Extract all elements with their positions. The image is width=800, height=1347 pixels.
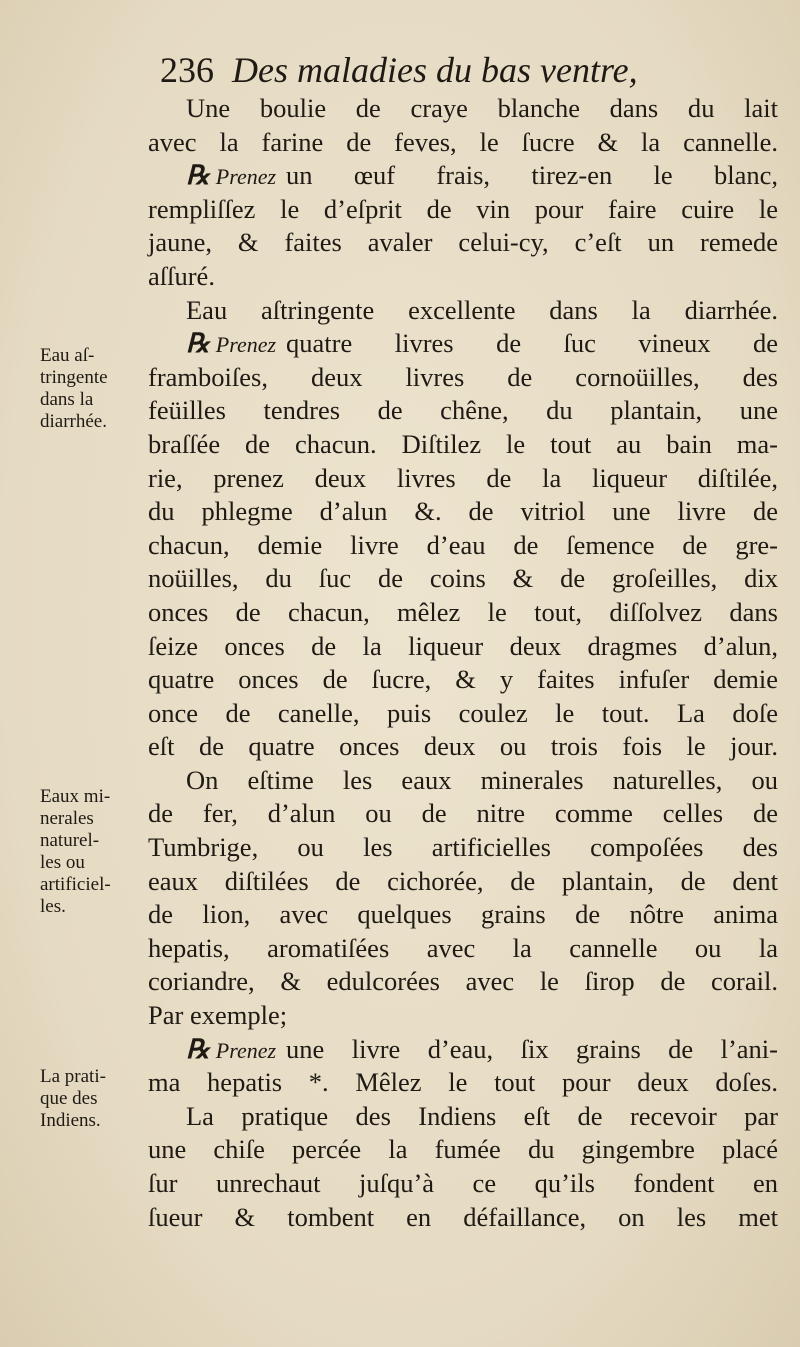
prenez-label: Prenez bbox=[215, 164, 277, 190]
margin-note-line: diarrhée. bbox=[40, 411, 107, 432]
text-line-content: Par exemple; bbox=[148, 1000, 288, 1031]
text-line-content: jaune, & faites avaler celui-cy, c’eſt un remede bbox=[148, 227, 778, 258]
recipe-symbol: ℞ bbox=[186, 160, 210, 191]
running-title: Des maladies du bas ventre, bbox=[232, 50, 638, 90]
recipe-symbol: ℞ bbox=[186, 328, 210, 359]
recipe-symbol: ℞ bbox=[186, 1033, 210, 1064]
body-text bbox=[148, 92, 778, 1234]
text-line-content: un œuf frais, tirez-en le blanc, bbox=[286, 160, 778, 191]
text-line bbox=[148, 596, 778, 630]
margin-note-indiens bbox=[40, 1066, 146, 1132]
margin-note-line: les ou bbox=[40, 852, 85, 873]
text-line-content: ma hepatis *. Mêlez le tout pour deux doſes. bbox=[148, 1067, 778, 1098]
text-line bbox=[148, 361, 778, 395]
text-line-content: Eau aſtringente excellente dans la diarrhée. bbox=[186, 294, 778, 325]
margin-note-line: dans la bbox=[40, 389, 94, 410]
text-line bbox=[148, 865, 778, 899]
margin-note-line: La prati- bbox=[40, 1066, 106, 1087]
text-line-content: rie, prenez deux livres de la liqueur diſtilée, bbox=[148, 462, 778, 493]
text-line bbox=[148, 92, 778, 126]
text-line bbox=[148, 663, 778, 697]
margin-note-line: Indiens. bbox=[40, 1110, 101, 1131]
prenez-label: Prenez bbox=[215, 1037, 277, 1063]
margin-note-eaux-minerales bbox=[40, 786, 146, 918]
text-line bbox=[148, 932, 778, 966]
text-line-content: noüilles, du ſuc de coins & de groſeilles, dix bbox=[148, 563, 778, 594]
text-line bbox=[148, 1133, 778, 1167]
prenez-label: Prenez bbox=[215, 332, 277, 358]
text-line bbox=[148, 428, 778, 462]
text-line-content: eſt de quatre onces deux ou trois fois le jour. bbox=[148, 731, 778, 762]
text-line bbox=[148, 1100, 778, 1134]
text-line-content: une chiſe percée la fumée du gingembre placé bbox=[148, 1134, 778, 1165]
margin-note-line: les. bbox=[40, 896, 66, 917]
text-line bbox=[148, 797, 778, 831]
text-line bbox=[148, 999, 778, 1033]
text-line bbox=[148, 159, 778, 193]
text-line bbox=[148, 965, 778, 999]
text-line bbox=[148, 1066, 778, 1100]
text-line-content: onces de chacun, mêlez le tout, diſſolvez dans bbox=[148, 596, 778, 627]
margin-note-line: Eau aſ- bbox=[40, 345, 95, 366]
text-line bbox=[148, 529, 778, 563]
text-line bbox=[148, 260, 778, 294]
text-line bbox=[148, 327, 778, 361]
text-line-content: hepatis, aromatiſées avec la cannelle ou la bbox=[148, 932, 778, 963]
text-line-content: une livre d’eau, ſix grains de l’ani- bbox=[286, 1033, 778, 1064]
text-line-content: feüilles tendres de chêne, du plantain, une bbox=[148, 395, 778, 426]
text-line-content: braſſée de chacun. Diſtilez le tout au bain ma- bbox=[148, 428, 778, 459]
text-line bbox=[148, 730, 778, 764]
text-line-content: ſueur & tombent en défaillance, on les met bbox=[148, 1201, 778, 1232]
text-line-content: de lion, avec quelques grains de nôtre anima bbox=[148, 899, 778, 930]
margin-note-eau-astringente bbox=[40, 345, 146, 433]
text-line-content: framboiſes, deux livres de cornoüilles, des bbox=[148, 361, 778, 392]
margin-note-line: naturel- bbox=[40, 830, 100, 851]
text-line-content: quatre livres de ſuc vineux de bbox=[286, 328, 778, 359]
page-header bbox=[160, 46, 760, 94]
text-line bbox=[148, 1201, 778, 1235]
text-line-content: Une boulie de craye blanche dans du lait bbox=[186, 93, 778, 123]
text-line bbox=[148, 495, 778, 529]
margin-note-line: nerales bbox=[40, 808, 94, 829]
margin-note-line: que des bbox=[40, 1088, 98, 1109]
text-line-content: eaux diſtilées de cichorée, de plantain, de dent bbox=[148, 865, 778, 896]
text-line bbox=[148, 294, 778, 328]
text-line-content: ſur unrechaut juſqu’à ce qu’ils fondent en bbox=[148, 1168, 778, 1198]
text-line bbox=[148, 462, 778, 496]
text-line-content: avec la farine de feves, le ſucre & la cannelle. bbox=[148, 126, 778, 157]
text-line-content: coriandre, & edulcorées avec le ſirop de corail. bbox=[148, 966, 778, 997]
text-line bbox=[148, 697, 778, 731]
margin-note-line: artificiel- bbox=[40, 874, 111, 895]
text-line bbox=[148, 562, 778, 596]
text-line bbox=[148, 1167, 778, 1201]
text-line-content: de fer, d’alun ou de nitre comme celles de bbox=[148, 798, 778, 829]
text-line-content: du phlegme d’alun &. de vitriol une livre de bbox=[148, 496, 778, 527]
page-number: 236 bbox=[160, 50, 214, 90]
text-line-content: Tumbrige, ou les artificielles compoſées des bbox=[148, 832, 778, 863]
text-line bbox=[148, 630, 778, 664]
text-line-content: rempliſſez le d’eſprit de vin pour faire cuire le bbox=[148, 193, 778, 224]
margin-note-line: tringente bbox=[40, 367, 108, 388]
text-line bbox=[148, 126, 778, 160]
text-line bbox=[148, 764, 778, 798]
text-line bbox=[148, 898, 778, 932]
text-line bbox=[148, 226, 778, 260]
text-line-content: La pratique des Indiens eſt de recevoir par bbox=[186, 1100, 778, 1131]
text-line-content: On eſtime les eaux minerales naturelles, ou bbox=[186, 764, 778, 795]
text-line-content: ſeize onces de la liqueur deux dragmes d’alun, bbox=[148, 630, 778, 661]
text-line bbox=[148, 1033, 778, 1067]
text-line bbox=[148, 394, 778, 428]
text-line bbox=[148, 831, 778, 865]
text-line-content: aſſuré. bbox=[148, 260, 215, 291]
margin-note-line: Eaux mi- bbox=[40, 786, 111, 807]
text-line-content: chacun, demie livre d’eau de ſemence de gre- bbox=[148, 529, 778, 560]
text-line-content: once de canelle, puis coulez le tout. La doſe bbox=[148, 697, 778, 728]
text-line bbox=[148, 193, 778, 227]
text-line-content: quatre onces de ſucre, & y faites infuſer demie bbox=[148, 664, 778, 695]
